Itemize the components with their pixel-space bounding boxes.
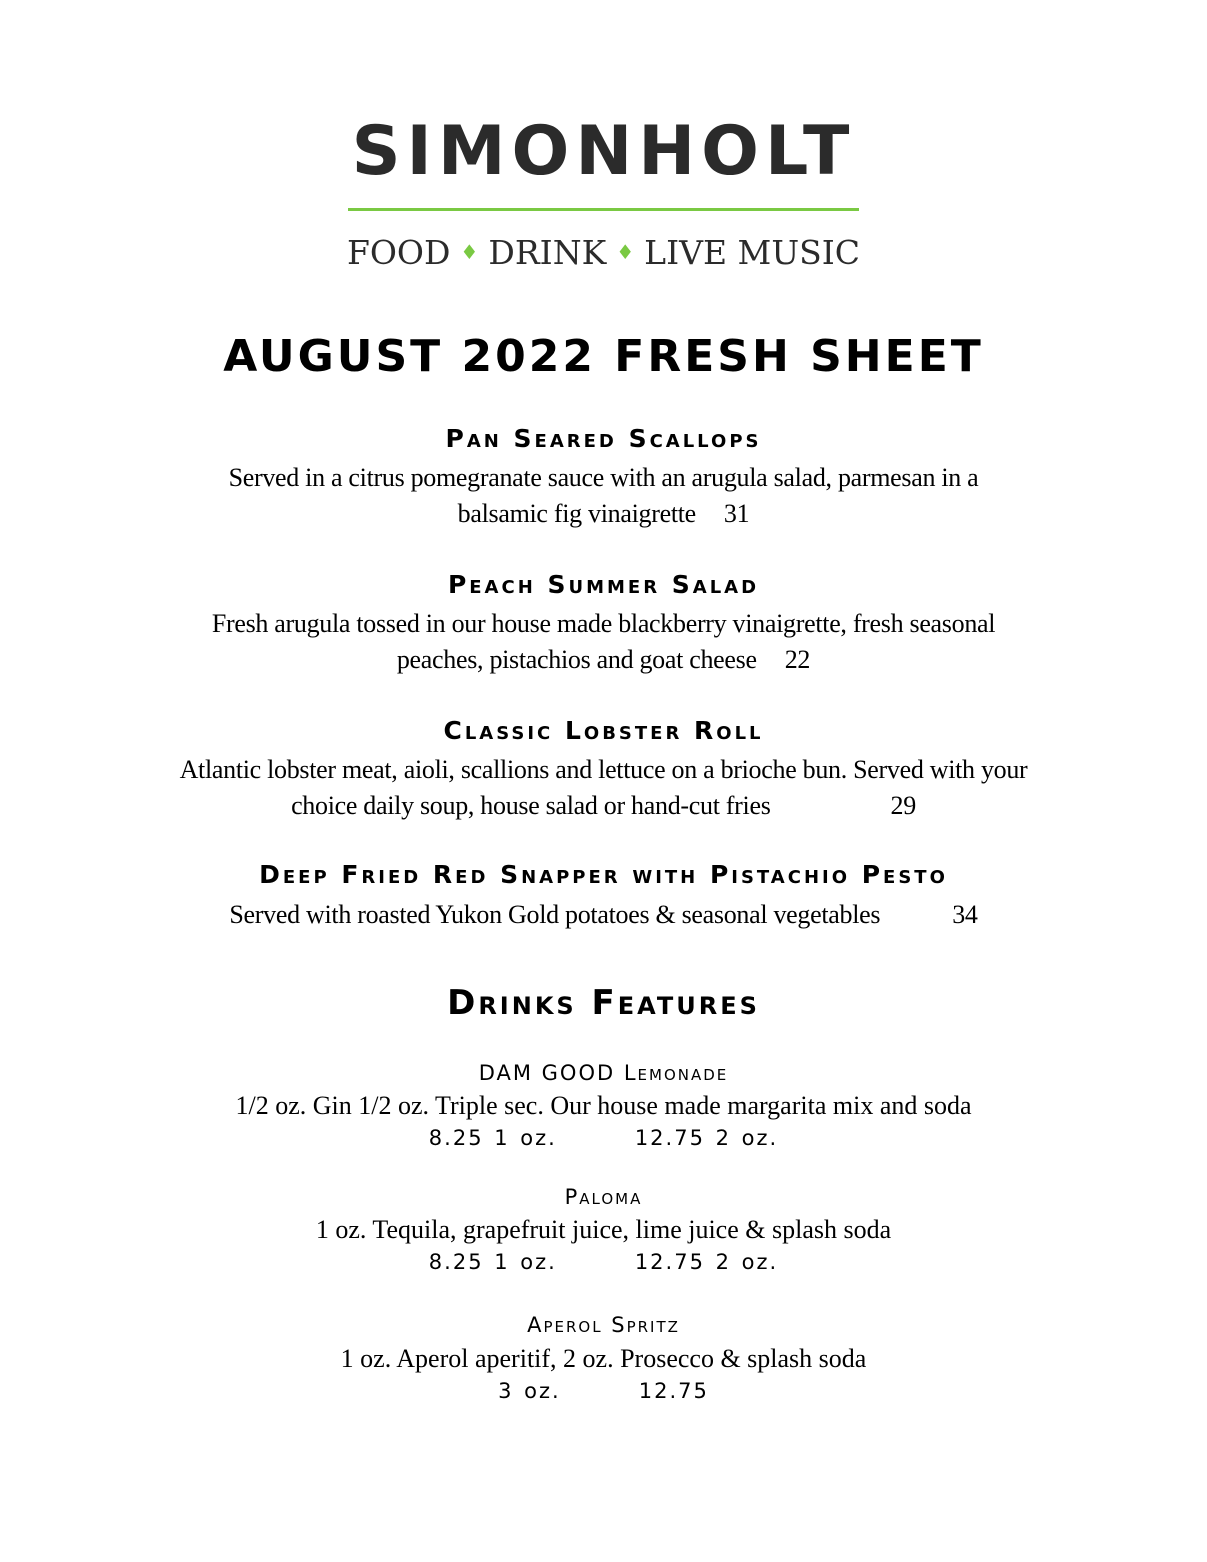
dish-description	[0, 460, 1207, 532]
dish-desc-line: peaches, pistachios and goat cheese	[396, 645, 757, 674]
dish-desc-line: choice daily soup, house salad or hand-cut fries	[291, 791, 771, 820]
dish-price: 22	[784, 645, 811, 674]
brand-tagline	[0, 230, 1207, 275]
dish-name: Deep Fried Red Snapper with Pistachio Pesto	[259, 860, 948, 889]
drink-price-large: 12.75 2 oz.	[634, 1250, 779, 1274]
dish-desc-line: balsamic fig vinaigrette	[457, 499, 696, 528]
dish-description	[0, 897, 1207, 933]
drink-price-large: 12.75	[638, 1379, 709, 1403]
dish-desc-line: Fresh arugula tossed in our house made blackberry vinaigrette, fresh seasonal	[211, 609, 996, 638]
drink-name: DAM GOOD Lemonade	[478, 1061, 729, 1085]
dish-price: 34	[952, 900, 978, 929]
page-title: AUGUST 2022 FRESH SHEET	[223, 331, 984, 382]
dish-name: Classic Lobster Roll	[443, 716, 764, 745]
drink-description: 1 oz. Aperol aperitif, 2 oz. Prosecco & splash soda	[340, 1344, 867, 1373]
drink-prices	[0, 1377, 1207, 1405]
dish-name: Pan Seared Scallops	[445, 424, 762, 453]
dish-price: 29	[890, 791, 916, 820]
drink-prices	[0, 1124, 1207, 1152]
drink-name: Aperol Spritz	[527, 1313, 680, 1337]
drink-price-small: 8.25 1 oz.	[428, 1126, 557, 1150]
dish-desc-line: Atlantic lobster meat, aioli, scallions and lettuce on a brioche bun. Served with your	[179, 755, 1028, 784]
drink-price-large: 12.75 2 oz.	[634, 1126, 779, 1150]
drink-name: Paloma	[564, 1185, 643, 1209]
dish-price: 31	[723, 499, 750, 528]
drink-price-small: 3 oz.	[498, 1379, 561, 1403]
tagline-live-music: LIVE MUSIC	[644, 233, 861, 272]
dish-description	[0, 606, 1207, 678]
drink-description: 1 oz. Tequila, grapefruit juice, lime juice & splash soda	[315, 1215, 892, 1244]
dish-desc-line: Served with roasted Yukon Gold potatoes & seasonal vegetables	[229, 900, 881, 929]
dish-description	[0, 752, 1207, 824]
drink-prices	[0, 1248, 1207, 1276]
logo-divider	[348, 208, 859, 211]
dish-desc-line: Served in a citrus pomegranate sauce with an arugula salad, parmesan in a	[228, 463, 979, 492]
tagline-drink: DRINK	[488, 233, 607, 272]
brand-logo: SIMONHOLT	[351, 112, 856, 191]
diamond-icon: ♦	[616, 240, 635, 264]
tagline-food: FOOD	[346, 233, 451, 272]
drink-description: 1/2 oz. Gin 1/2 oz. Triple sec. Our house made margarita mix and soda	[235, 1091, 972, 1120]
dish-name: Peach Summer Salad	[447, 570, 760, 599]
diamond-icon: ♦	[460, 240, 479, 264]
drink-price-small: 8.25 1 oz.	[428, 1250, 557, 1274]
drinks-title: Drinks Features	[447, 983, 760, 1023]
